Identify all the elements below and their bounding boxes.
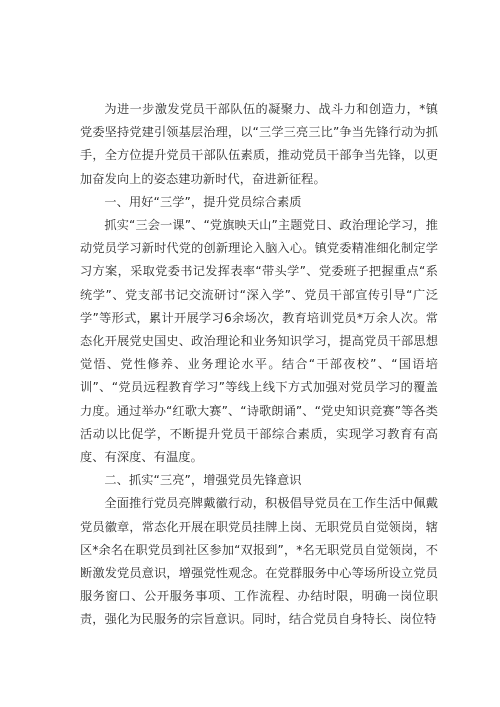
document-body — [80, 98, 438, 632]
section-1-heading: 一、用好“三学”，提升党员综合素质 — [104, 194, 302, 209]
section-1-paragraph: 抓实“三会一课”、“党旗映天山”主题党日、政治理论学习，推动党员学习新时代党的创新理论入脑入心。镇党委精准细化制定学习方案，采取党委书记发挥表率“带头学”、党委班子把握重点“系统学”、党支部书记交流研讨“深入学”、党员干部宣传引导“广泛学”等形式，累计开展学习6余场次，教育培训党员*万余人次。常态化开展党史国史、政治理论和业务知识学习，提高党员干部思想觉悟、党性修养、业务理论水平。结合“干部夜校”、“国语培训”、“党员远程教育学习”等线上线下方式加强对党员学习的覆盖力度。通过举办“红歌大赛”、“诗歌朗诵”、“党史知识竞赛”等各类活动以比促学，不断提升党员干部综合素质，实现学习教育有高度、有深度、有温度。 — [80, 218, 438, 465]
section-2-heading: 二、抓实“三亮”，增强党员先锋意识 — [104, 473, 302, 488]
intro-paragraph: 为进一步激发党员干部队伍的凝聚力、战斗力和创造力，*镇党委坚持党建引领基层治理，以“三学三亮三比”争当先锋行动为抓手，全方位提升党员干部队伍素质，推动党员干部争当先锋，以更加奋发向上的姿态建功新时代，奋进新征程。 — [80, 102, 438, 186]
section-2-paragraph: 全面推行党员亮牌戴徽行动，积极倡导党员在工作生活中佩戴党员徽章，常态化开展在职党员挂牌上岗、无职党员自觉领岗，辖区*余名在职党员到社区参加“双报到”，*名无职党员自觉领岗，不断激发党员意识，增强党性观念。在党群服务中心等场所设立党员服务窗口、公开服务事项、工作流程、办结时限，明确一岗位职责，强化为民服务的宗旨意识。同时，结合党员自身特长、岗位特 — [80, 496, 438, 627]
